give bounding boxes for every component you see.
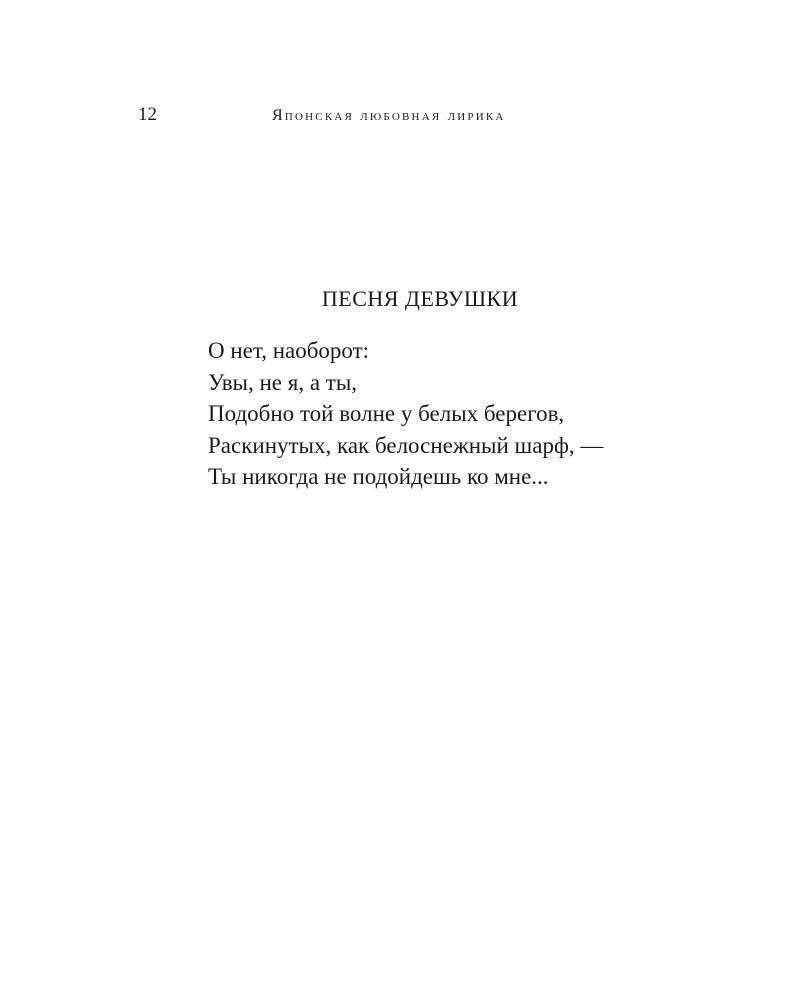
running-head: Японская любовная лирика bbox=[272, 107, 506, 124]
poem-line: О нет, наоборот: bbox=[208, 338, 370, 363]
poem-line: Раскинутых, как белоснежный шарф, — bbox=[208, 432, 604, 458]
poem-title: ПЕСНЯ ДЕВУШКИ bbox=[321, 286, 519, 311]
page-number: 12 bbox=[138, 104, 157, 125]
poem-line: Подобно той волне у белых берегов, bbox=[208, 401, 565, 426]
poem-line: Увы, не я, а ты, bbox=[208, 369, 358, 395]
poem-line: Ты никогда не подойдешь ко мне... bbox=[208, 464, 549, 489]
poem-body bbox=[208, 335, 603, 493]
